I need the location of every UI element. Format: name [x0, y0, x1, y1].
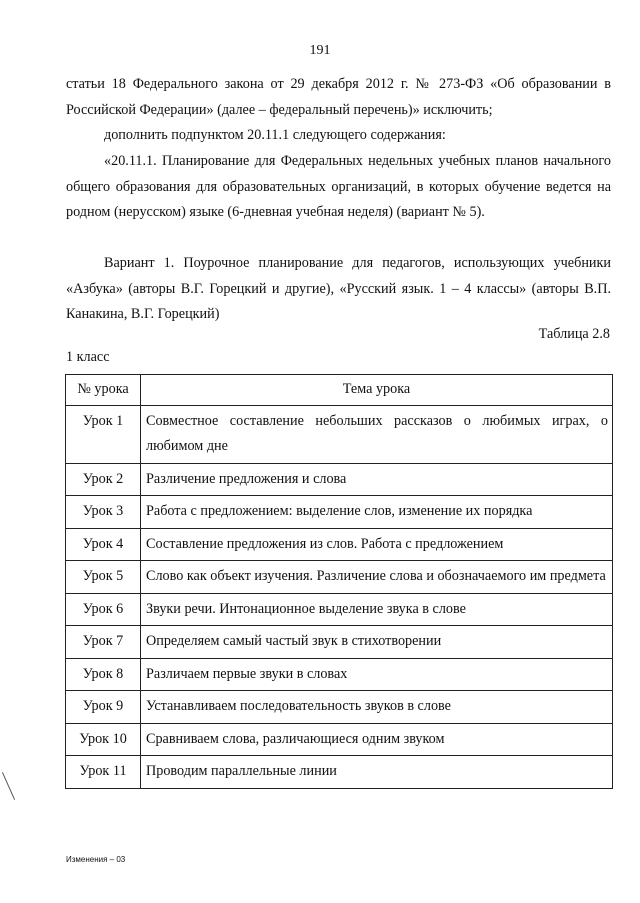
lesson-number: Урок 5 — [66, 561, 141, 594]
page-number: 191 — [309, 43, 331, 58]
lesson-topic: Проводим параллельные линии — [141, 756, 613, 789]
lesson-topic: Сравниваем слова, различающиеся одним звуком — [141, 723, 613, 756]
lesson-topic: Слово как объект изучения. Различение слова и обозначаемого им предмета — [141, 561, 613, 594]
lesson-topic: Различение предложения и слова — [141, 463, 613, 496]
paragraph-law-reference: статьи 18 Федерального закона от 29 декабря 2012 г. № 273-ФЗ «Об образовании в Российской Федерации» (далее – федеральный перечень)» исключить; — [66, 76, 611, 118]
paragraph-add-subclause: дополнить подпунктом 20.11.1 следующего содержания: — [104, 127, 446, 143]
lesson-number: Урок 7 — [66, 626, 141, 659]
lesson-number: Урок 1 — [66, 405, 141, 463]
table-row — [66, 496, 613, 529]
table-row — [66, 528, 613, 561]
header-lesson-topic: Тема урока — [141, 375, 613, 406]
paragraph-subclause-20-11-1: «20.11.1. Планирование для Федеральных недельных учебных планов начального общего образования для образовательных организаций, в которых обучение ведется на родном (нерусском) языке (6-дневная учебная неделя) (вариант № 5). — [66, 153, 611, 220]
table-caption: Таблица 2.8 — [538, 326, 610, 342]
lesson-plan-table — [65, 374, 613, 789]
lesson-number: Урок 11 — [66, 756, 141, 789]
table-row — [66, 593, 613, 626]
lesson-topic: Устанавливаем последовательность звуков в слове — [141, 691, 613, 724]
lesson-number: Урок 4 — [66, 528, 141, 561]
table-row — [66, 463, 613, 496]
lesson-topic: Звуки речи. Интонационное выделение звука в слове — [141, 593, 613, 626]
lesson-topic: Различаем первые звуки в словах — [141, 658, 613, 691]
lesson-topic: Работа с предложением: выделение слов, изменение их порядка — [141, 496, 613, 529]
table-row — [66, 756, 613, 789]
table-row — [66, 723, 613, 756]
lesson-number: Урок 9 — [66, 691, 141, 724]
table-header-row — [66, 375, 613, 406]
class-label: 1 класс — [66, 349, 110, 365]
footer-revision-note: Изменения – 03 — [66, 855, 126, 864]
table-row — [66, 658, 613, 691]
lesson-number: Урок 8 — [66, 658, 141, 691]
lesson-number: Урок 10 — [66, 723, 141, 756]
lesson-topic: Совместное составление небольших рассказов о любимых играх, о любимом дне — [141, 405, 613, 463]
lesson-topic: Составление предложения из слов. Работа с предложением — [141, 528, 613, 561]
table-row — [66, 626, 613, 659]
table-row — [66, 561, 613, 594]
lesson-number: Урок 6 — [66, 593, 141, 626]
lesson-number: Урок 3 — [66, 496, 141, 529]
margin-scan-mark — [2, 772, 15, 800]
lesson-topic: Определяем самый частый звук в стихотворении — [141, 626, 613, 659]
table-row — [66, 691, 613, 724]
table-row — [66, 405, 613, 463]
header-lesson-number: № урока — [66, 375, 141, 406]
paragraph-variant-1: Вариант 1. Поурочное планирование для педагогов, использующих учебники «Азбука» (авторы В.Г. Горецкий и другие), «Русский язык. 1 – 4 классы» (авторы В.П. Канакина, В.Г. Горецкий) — [66, 255, 611, 322]
lesson-number: Урок 2 — [66, 463, 141, 496]
